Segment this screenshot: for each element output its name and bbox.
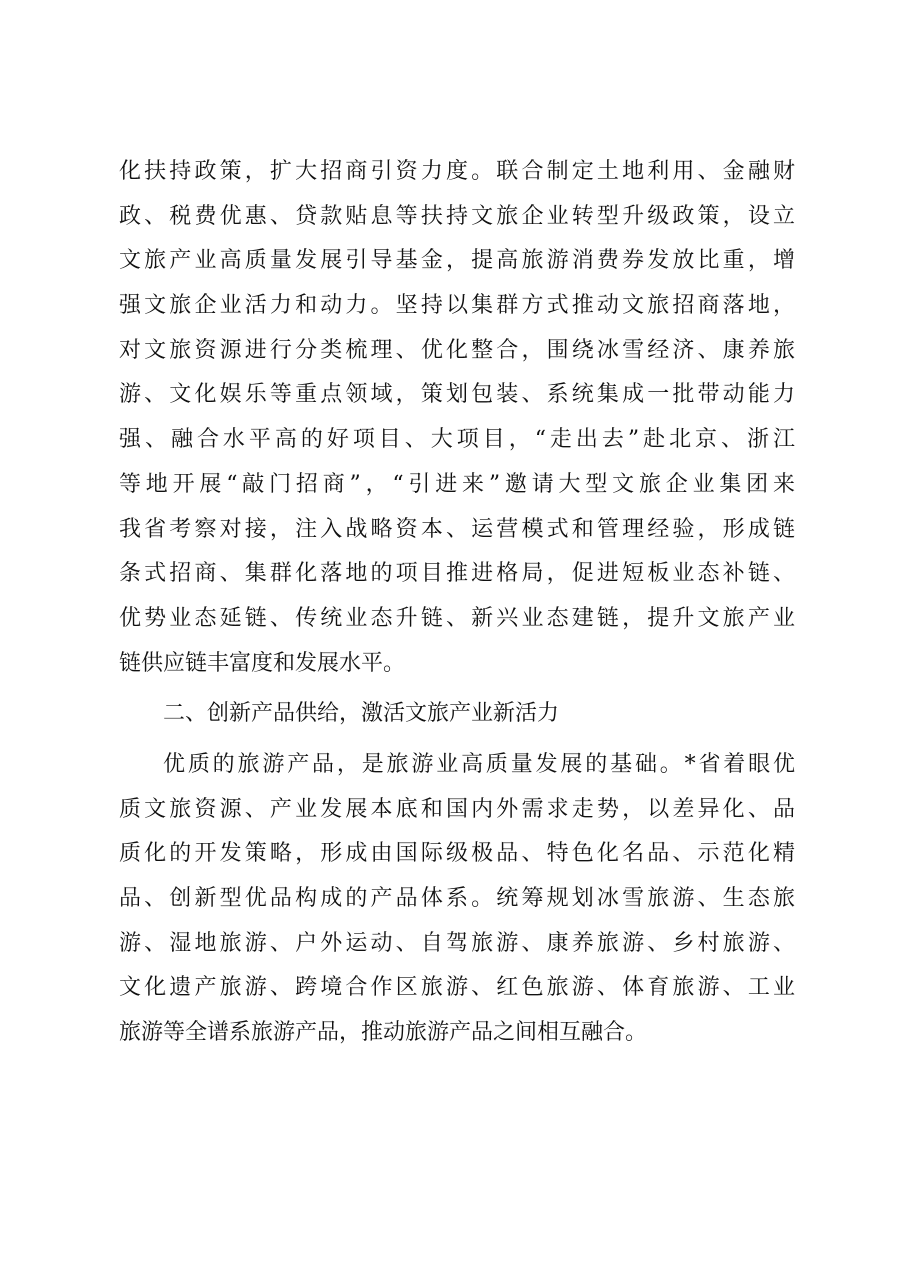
text-line: 优质的旅游产品，是旅游业高质量发展的基础。*省着眼优 — [163, 751, 795, 777]
text-line: 文化遗产旅游、跨境合作区旅游、红色旅游、体育旅游、工业 — [119, 975, 795, 1001]
text-line: 政、税费优惠、贷款贴息等扶持文旅企业转型升级政策，设立 — [119, 203, 795, 229]
text-line: 条式招商、集群化落地的项目推进格局，促进短板业态补链、 — [119, 561, 795, 587]
text-line: 强文旅企业活力和动力。坚持以集群方式推动文旅招商落地， — [119, 293, 795, 319]
text-line: 优势业态延链、传统业态升链、新兴业态建链，提升文旅产业 — [119, 605, 795, 631]
text-line: 旅游等全谱系旅游产品，推动旅游产品之间相互融合。 — [119, 1020, 648, 1046]
text-line: 品、创新型优品构成的产品体系。统筹规划冰雪旅游、生态旅 — [119, 886, 795, 911]
text-line: 强、融合水平高的好项目、大项目，“走出去”赴北京、浙江 — [119, 427, 795, 453]
text-line: 游、湿地旅游、户外运动、自驾旅游、康养旅游、乡村旅游、 — [119, 930, 795, 956]
text-line: 对文旅资源进行分类梳理、优化整合，围绕冰雪经济、康养旅 — [119, 337, 795, 363]
text-line: 质文旅资源、产业发展本底和国内外需求走势，以差异化、品 — [119, 796, 795, 822]
paragraph-product-supply — [119, 748, 795, 1061]
text-line: 文旅产业高质量发展引导基金，提高旅游消费券发放比重，增 — [119, 248, 795, 274]
paragraph-policy-support — [119, 155, 795, 691]
text-line: 链供应链丰富度和发展水平。 — [119, 650, 406, 676]
text-line: 化扶持政策，扩大招商引资力度。联合制定土地利用、金融财 — [119, 159, 795, 184]
text-line: 质化的开发策略，形成由国际级极品、特色化名品、示范化精 — [119, 841, 795, 867]
text-line: 游、文化娱乐等重点领域，策划包装、系统集成一批带动能力 — [119, 382, 795, 408]
text-line: 我省考察对接，注入战略资本、运营模式和管理经验，形成链 — [119, 516, 795, 542]
document-body — [119, 155, 795, 1061]
section-heading: 二、创新产品供给，激活文旅产业新活力 — [163, 701, 560, 727]
text-line: 等地开展“敲门招商”，“引进来”邀请大型文旅企业集团来 — [119, 471, 795, 497]
